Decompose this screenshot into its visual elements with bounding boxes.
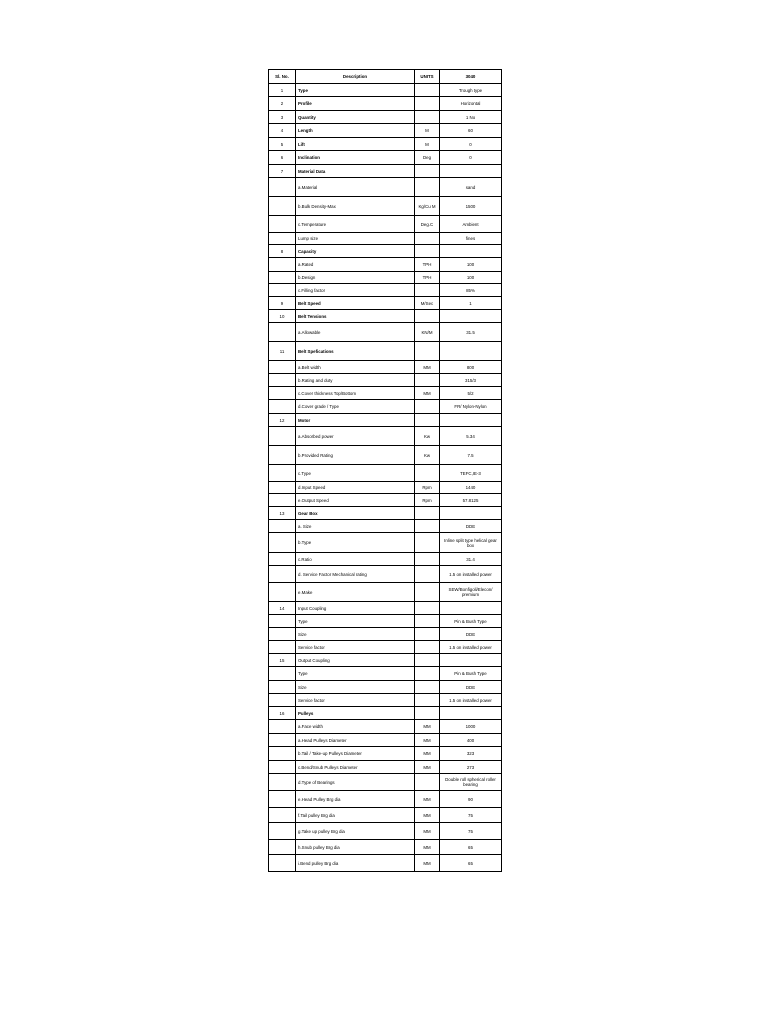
cell-units: M/Sec xyxy=(415,297,440,310)
cell-description: i.Bend pulley Brg dia xyxy=(296,855,415,872)
cell-sl-no xyxy=(269,681,296,694)
cell-sl-no xyxy=(269,446,296,465)
cell-units xyxy=(415,667,440,681)
cell-sl-no xyxy=(269,216,296,233)
cell-units: M xyxy=(415,138,440,151)
cell-description: Type xyxy=(296,667,415,681)
table-row xyxy=(269,400,502,414)
cell-value xyxy=(440,165,502,178)
table-row xyxy=(269,774,502,791)
cell-description: Belt Spefications xyxy=(296,342,415,361)
cell-description: Belt Tensions xyxy=(296,310,415,323)
cell-sl-no xyxy=(269,855,296,872)
cell-units: M xyxy=(415,124,440,138)
cell-units: Rpm xyxy=(415,482,440,494)
cell-value: 0 xyxy=(440,138,502,151)
cell-sl-no xyxy=(269,427,296,446)
cell-value xyxy=(440,310,502,323)
cell-sl-no xyxy=(269,734,296,747)
header-model: 3040 xyxy=(440,70,502,84)
cell-units xyxy=(415,178,440,197)
cell-sl-no: 7 xyxy=(269,165,296,178)
cell-sl-no xyxy=(269,791,296,808)
cell-value: 85% xyxy=(440,284,502,297)
cell-sl-no xyxy=(269,494,296,507)
cell-sl-no xyxy=(269,258,296,272)
cell-description: Input Coupling xyxy=(296,602,415,615)
cell-value xyxy=(440,602,502,615)
table-row xyxy=(269,761,502,774)
table-row xyxy=(269,216,502,233)
cell-units: MM xyxy=(415,734,440,747)
cell-description: Output Coupling xyxy=(296,654,415,667)
cell-units xyxy=(415,694,440,707)
cell-units: MM xyxy=(415,761,440,774)
cell-sl-no xyxy=(269,233,296,245)
cell-units xyxy=(415,553,440,566)
cell-value: 1.5 on installed power xyxy=(440,566,502,583)
cell-sl-no: 4 xyxy=(269,124,296,138)
cell-value: SEW/Bonfigoli/Elecon/ premium xyxy=(440,583,502,602)
cell-value: 315/3 xyxy=(440,374,502,387)
cell-value: 0 xyxy=(440,151,502,165)
cell-description: e.Head Pulley Brg dia xyxy=(296,791,415,808)
cell-units xyxy=(415,507,440,520)
cell-description: c.Type xyxy=(296,465,415,482)
table-row xyxy=(269,178,502,197)
cell-value: Horizontal xyxy=(440,97,502,111)
cell-description: Type xyxy=(296,84,415,97)
cell-sl-no xyxy=(269,197,296,216)
cell-units: MM xyxy=(415,361,440,374)
cell-value: 1 No xyxy=(440,111,502,124)
table-row xyxy=(269,628,502,641)
table-row xyxy=(269,583,502,602)
cell-units xyxy=(415,400,440,414)
table-row xyxy=(269,97,502,111)
cell-description: e.Make xyxy=(296,583,415,602)
cell-units: MM xyxy=(415,747,440,761)
table-row xyxy=(269,245,502,258)
table-row xyxy=(269,482,502,494)
table-row xyxy=(269,258,502,272)
cell-description: b.Rating and duty xyxy=(296,374,415,387)
cell-units xyxy=(415,583,440,602)
table-row xyxy=(269,654,502,667)
table-row xyxy=(269,840,502,855)
table-row xyxy=(269,297,502,310)
cell-description: Motor xyxy=(296,414,415,427)
table-row xyxy=(269,747,502,761)
cell-sl-no: 16 xyxy=(269,707,296,720)
cell-sl-no: 12 xyxy=(269,414,296,427)
cell-value: 31.4 xyxy=(440,553,502,566)
cell-description: Quantity xyxy=(296,111,415,124)
table-row xyxy=(269,446,502,465)
cell-description: Material Data xyxy=(296,165,415,178)
cell-units: Deg.C xyxy=(415,216,440,233)
cell-value: 1500 xyxy=(440,197,502,216)
cell-sl-no: 11 xyxy=(269,342,296,361)
cell-sl-no xyxy=(269,361,296,374)
cell-description: a. Size xyxy=(296,520,415,533)
header-units: UNITS xyxy=(415,70,440,84)
cell-units: MM xyxy=(415,791,440,808)
table-row xyxy=(269,84,502,97)
cell-sl-no xyxy=(269,272,296,284)
cell-units xyxy=(415,374,440,387)
cell-description: a.Face width xyxy=(296,720,415,734)
table-row xyxy=(269,734,502,747)
cell-description: d.Cover grade / Type xyxy=(296,400,415,414)
cell-sl-no: 10 xyxy=(269,310,296,323)
cell-value: 1.5 on installed power xyxy=(440,641,502,654)
cell-description: Pulleys xyxy=(296,707,415,720)
cell-units: MM xyxy=(415,840,440,855)
table-row xyxy=(269,681,502,694)
cell-value: 800 xyxy=(440,361,502,374)
table-row xyxy=(269,151,502,165)
table-row xyxy=(269,374,502,387)
table-row xyxy=(269,667,502,681)
cell-description: Length xyxy=(296,124,415,138)
cell-units xyxy=(415,165,440,178)
cell-value: 1.5 on installed power xyxy=(440,694,502,707)
cell-units xyxy=(415,97,440,111)
cell-value: 100 xyxy=(440,258,502,272)
spec-table xyxy=(268,69,502,872)
cell-description: d.Type of Bearings xyxy=(296,774,415,791)
cell-units xyxy=(415,774,440,791)
cell-units: Kw xyxy=(415,427,440,446)
table-row xyxy=(269,342,502,361)
cell-sl-no: 15 xyxy=(269,654,296,667)
cell-sl-no xyxy=(269,387,296,400)
cell-description: c.Cover thickness Top/Bottom xyxy=(296,387,415,400)
cell-units xyxy=(415,342,440,361)
cell-value: 7.5 xyxy=(440,446,502,465)
table-row xyxy=(269,641,502,654)
cell-description: g.Take up pulley Brg dia xyxy=(296,823,415,840)
cell-description: Inclination xyxy=(296,151,415,165)
table-row xyxy=(269,310,502,323)
cell-value xyxy=(440,654,502,667)
cell-value: DDE xyxy=(440,628,502,641)
cell-description: Profile xyxy=(296,97,415,111)
cell-units: MM xyxy=(415,855,440,872)
table-row xyxy=(269,165,502,178)
cell-description: Service factor xyxy=(296,694,415,707)
cell-description: Size xyxy=(296,628,415,641)
cell-description: c.Filling factor xyxy=(296,284,415,297)
cell-value: 60 xyxy=(440,124,502,138)
table-row xyxy=(269,414,502,427)
cell-description: b.Bulk Density-Max xyxy=(296,197,415,216)
cell-units xyxy=(415,681,440,694)
table-row xyxy=(269,465,502,482)
table-row xyxy=(269,694,502,707)
table-row xyxy=(269,507,502,520)
table-row xyxy=(269,124,502,138)
cell-value: 75 xyxy=(440,808,502,823)
cell-sl-no xyxy=(269,694,296,707)
table-row xyxy=(269,233,502,245)
cell-value: 5.34 xyxy=(440,427,502,446)
table-row xyxy=(269,855,502,872)
cell-sl-no: 1 xyxy=(269,84,296,97)
cell-value: 31.5 xyxy=(440,323,502,342)
cell-value: Pin & Bush Type xyxy=(440,667,502,681)
cell-units: TPH xyxy=(415,272,440,284)
table-row xyxy=(269,361,502,374)
cell-description: Size xyxy=(296,681,415,694)
cell-units xyxy=(415,465,440,482)
cell-sl-no xyxy=(269,823,296,840)
table-row xyxy=(269,533,502,553)
cell-value: Inline split type helical gear box xyxy=(440,533,502,553)
cell-sl-no xyxy=(269,400,296,414)
cell-units: MM xyxy=(415,720,440,734)
cell-description: Capacity xyxy=(296,245,415,258)
cell-sl-no xyxy=(269,533,296,553)
cell-value xyxy=(440,245,502,258)
table-row xyxy=(269,284,502,297)
cell-sl-no xyxy=(269,774,296,791)
cell-value: DDE xyxy=(440,520,502,533)
cell-value: Ambient xyxy=(440,216,502,233)
cell-description: a.Material xyxy=(296,178,415,197)
cell-units xyxy=(415,628,440,641)
cell-value: 90 xyxy=(440,791,502,808)
cell-sl-no: 9 xyxy=(269,297,296,310)
cell-value: 57.8125 xyxy=(440,494,502,507)
cell-sl-no xyxy=(269,628,296,641)
cell-description: c.Temperature xyxy=(296,216,415,233)
cell-value: Double roll spherical roller bearing xyxy=(440,774,502,791)
cell-sl-no xyxy=(269,178,296,197)
cell-units: TPH xyxy=(415,258,440,272)
cell-sl-no: 3 xyxy=(269,111,296,124)
cell-description: c.Bend/Snub Pulleys Diameter xyxy=(296,761,415,774)
table-row xyxy=(269,791,502,808)
cell-units: MM xyxy=(415,808,440,823)
cell-value: 5/2 xyxy=(440,387,502,400)
table-row xyxy=(269,272,502,284)
cell-description: d. Service Factor Mechanical rating xyxy=(296,566,415,583)
cell-description: b.Tail / Take-up Pulleys Diameter xyxy=(296,747,415,761)
cell-description: Service factor xyxy=(296,641,415,654)
cell-sl-no: 5 xyxy=(269,138,296,151)
table-row xyxy=(269,808,502,823)
cell-value: 65 xyxy=(440,855,502,872)
cell-sl-no: 14 xyxy=(269,602,296,615)
cell-value xyxy=(440,342,502,361)
cell-description: f.Tail pulley Brg dia xyxy=(296,808,415,823)
cell-value: 65 xyxy=(440,840,502,855)
cell-description: Type xyxy=(296,615,415,628)
cell-sl-no xyxy=(269,583,296,602)
header-row xyxy=(269,70,502,84)
cell-value: 1440 xyxy=(440,482,502,494)
cell-units: Kw xyxy=(415,446,440,465)
table-row xyxy=(269,823,502,840)
cell-units xyxy=(415,566,440,583)
table-row xyxy=(269,615,502,628)
table-row xyxy=(269,387,502,400)
header-description: Description xyxy=(296,70,415,84)
table-row xyxy=(269,197,502,216)
cell-value: 75 xyxy=(440,823,502,840)
cell-description: Belt Speed xyxy=(296,297,415,310)
table-row xyxy=(269,494,502,507)
cell-sl-no xyxy=(269,615,296,628)
table-header xyxy=(269,70,502,84)
table-body xyxy=(269,84,502,872)
cell-units xyxy=(415,707,440,720)
cell-units xyxy=(415,245,440,258)
table-row xyxy=(269,553,502,566)
cell-units xyxy=(415,84,440,97)
cell-sl-no xyxy=(269,566,296,583)
cell-description: Lump size xyxy=(296,233,415,245)
cell-units xyxy=(415,111,440,124)
cell-units: MM xyxy=(415,387,440,400)
cell-description: c.Ratio xyxy=(296,553,415,566)
cell-sl-no xyxy=(269,374,296,387)
cell-description: d.Input Speed xyxy=(296,482,415,494)
cell-units: Deg xyxy=(415,151,440,165)
cell-description: e.Output Speed xyxy=(296,494,415,507)
table-row xyxy=(269,720,502,734)
cell-value xyxy=(440,707,502,720)
cell-value: 100 xyxy=(440,272,502,284)
cell-units: MM xyxy=(415,823,440,840)
cell-description: a.Rated xyxy=(296,258,415,272)
cell-sl-no xyxy=(269,747,296,761)
cell-units xyxy=(415,284,440,297)
cell-value: Pin & Bush Type xyxy=(440,615,502,628)
cell-value: TEFC,IE-3 xyxy=(440,465,502,482)
cell-sl-no xyxy=(269,465,296,482)
cell-units xyxy=(415,414,440,427)
cell-sl-no xyxy=(269,761,296,774)
cell-value: Trough type xyxy=(440,84,502,97)
cell-sl-no xyxy=(269,553,296,566)
table-row xyxy=(269,138,502,151)
cell-units xyxy=(415,533,440,553)
table-row xyxy=(269,602,502,615)
cell-units xyxy=(415,520,440,533)
cell-value: FR/ Nylon-Nylon xyxy=(440,400,502,414)
table-row xyxy=(269,427,502,446)
cell-sl-no: 13 xyxy=(269,507,296,520)
cell-description: a.Absorbed power xyxy=(296,427,415,446)
cell-description: b.Type xyxy=(296,533,415,553)
cell-units xyxy=(415,233,440,245)
cell-value: 273 xyxy=(440,761,502,774)
cell-units xyxy=(415,602,440,615)
cell-sl-no: 6 xyxy=(269,151,296,165)
cell-units: Rpm xyxy=(415,494,440,507)
table-row xyxy=(269,566,502,583)
table-row xyxy=(269,111,502,124)
cell-description: b.Provided Rating xyxy=(296,446,415,465)
cell-description: Lift xyxy=(296,138,415,151)
cell-description: Gear Box xyxy=(296,507,415,520)
cell-sl-no xyxy=(269,667,296,681)
table-row xyxy=(269,323,502,342)
cell-units: KN/M xyxy=(415,323,440,342)
cell-description: b.Design xyxy=(296,272,415,284)
header-sl-no: Sl. No. xyxy=(269,70,296,84)
cell-sl-no xyxy=(269,840,296,855)
cell-sl-no xyxy=(269,720,296,734)
cell-sl-no: 8 xyxy=(269,245,296,258)
cell-value: 323 xyxy=(440,747,502,761)
cell-value xyxy=(440,507,502,520)
cell-sl-no xyxy=(269,808,296,823)
cell-units xyxy=(415,654,440,667)
cell-sl-no xyxy=(269,641,296,654)
cell-description: a.Belt width xyxy=(296,361,415,374)
cell-sl-no: 2 xyxy=(269,97,296,111)
table-row xyxy=(269,707,502,720)
cell-value: 400 xyxy=(440,734,502,747)
cell-value: fines xyxy=(440,233,502,245)
cell-units xyxy=(415,310,440,323)
cell-value: sand xyxy=(440,178,502,197)
cell-sl-no xyxy=(269,520,296,533)
cell-sl-no xyxy=(269,284,296,297)
cell-units xyxy=(415,641,440,654)
table-row xyxy=(269,520,502,533)
cell-sl-no xyxy=(269,323,296,342)
cell-value: 1 xyxy=(440,297,502,310)
cell-units: Kg/Cu M xyxy=(415,197,440,216)
cell-value: 1000 xyxy=(440,720,502,734)
cell-value: DDE xyxy=(440,681,502,694)
cell-units xyxy=(415,615,440,628)
cell-value xyxy=(440,414,502,427)
cell-description: h.Snub pulley Brg dia xyxy=(296,840,415,855)
cell-sl-no xyxy=(269,482,296,494)
cell-description: a.Allowable xyxy=(296,323,415,342)
cell-description: a.Head Pulleys Diameter xyxy=(296,734,415,747)
